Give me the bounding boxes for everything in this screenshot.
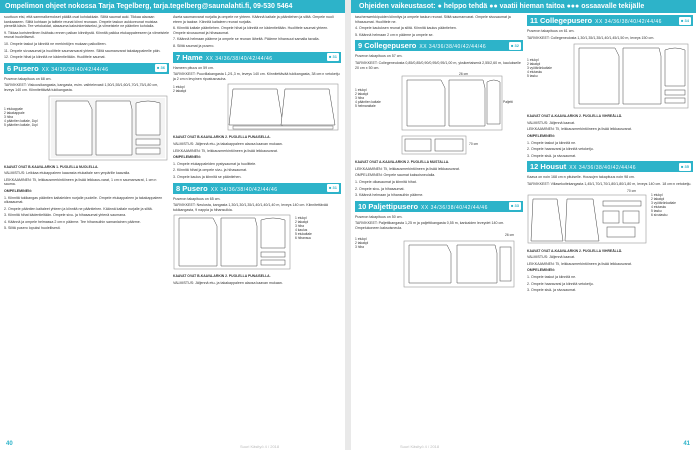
fabric-layout-svg xyxy=(173,214,291,270)
section-title: 10 Paljettipusero xyxy=(358,201,419,211)
section-title: 7 Hame xyxy=(176,52,203,62)
section-title: 8 Pusero xyxy=(176,183,208,193)
legend-item: 1 etukpl xyxy=(295,216,307,221)
page-ref-badge: ■ 31 xyxy=(329,185,337,190)
step: 3. Käännä helmaan ja hihansuihin päärme. xyxy=(355,193,424,198)
piece-shape xyxy=(409,245,451,283)
step: 5. Silitä pusero lopuksi huolellisesti. xyxy=(4,226,61,231)
pattern-layout-diagram xyxy=(355,72,523,158)
page-ref-badge: ■ 35 xyxy=(681,163,689,169)
step: 2. Kiinnitä hihat ja ompele sivu- ja hihasaumat. xyxy=(173,168,248,173)
piece-shape xyxy=(603,211,619,223)
pattern-layout-diagram xyxy=(173,214,341,272)
page-ref-badge: ■ 36 xyxy=(157,65,165,71)
step: 4. Ompele kauluksen reunat ja silitä. Kiinnitä kaulus pääntiehen. xyxy=(355,26,457,31)
column-4 xyxy=(527,15,693,433)
legend-item: 2 takakpl xyxy=(527,62,541,67)
size-code: XX 34/36/38/40/42/44/46 xyxy=(41,66,109,73)
section-heading-12 xyxy=(527,161,693,172)
right-footer-issue: Suuri Käsityö 4 / 2018 xyxy=(400,444,440,449)
dimension-label: 26 cm xyxy=(505,232,514,237)
piece-shape xyxy=(435,139,463,151)
fabric-layout-svg xyxy=(227,83,339,131)
piece-shape xyxy=(665,90,685,95)
left-page-number: 40 xyxy=(6,441,13,447)
legend-item: 3 hiha xyxy=(355,244,364,249)
steps-heading: OMPELEMINEN: xyxy=(173,155,201,160)
step: VALMISTUS: Jäljennä kaavat. xyxy=(527,255,576,260)
page-gutter xyxy=(345,0,351,450)
legend-item: 3 hiha xyxy=(295,224,304,229)
piece-shape xyxy=(136,148,160,154)
step: 2. Ompele pääntien kaitaleet yhteen ja kiinnitä ne pääntiehen. Käännä kaitale nurjalle ja silitä. xyxy=(4,206,153,211)
step: 2. Ompele haaravarsi ja kiinnitä vetoketju. xyxy=(527,147,594,152)
piece-shape xyxy=(623,211,639,223)
legend-item: 5 tasku xyxy=(651,208,662,213)
piece-shape xyxy=(179,218,217,266)
step: 2. Ompele haaravarsi ja kiinnitä vetoketju. xyxy=(527,281,594,286)
step: 5. Käännä helmaan 2 cm:n päärme ja ompele se. xyxy=(355,32,434,37)
step: 1. Ompele taskut ja kiinnitä ne. xyxy=(527,140,577,145)
step: 2. Ompele sivu- ja hihasaumat. xyxy=(355,186,405,191)
dimension-label: 70 cm xyxy=(627,188,636,193)
page-ref-badge: ■ 31 xyxy=(329,54,337,60)
step: 9. Tikkaa koristeellinen lisähaku ennen paikan kiinnitystä. Kiinnitä paikka etukappaleeseen ja viimeistele reunat huolellisesti. xyxy=(4,30,169,40)
pattern-caption: KAAVAT OVAT A-KAAVA-ARKIN 2. PUOLELLA VIHREÄLLÄ. xyxy=(527,248,623,253)
dimension-label: 26 cm xyxy=(459,72,468,77)
diagram-legend xyxy=(355,88,397,108)
step: 3. Ompele sisä- ja sivusaumat. xyxy=(527,288,577,293)
section-heading-7 xyxy=(173,52,341,63)
diagram-legend xyxy=(4,107,44,127)
pattern-layout-diagram xyxy=(4,95,169,163)
pattern-caption: KAAVAT OVAT A-KAAVA-ARKIN 2. PUOLELLA MUSTALLA. xyxy=(355,160,450,165)
material-text: TARVIKKEET: Paljettikangasta 1,25 m ja paljettikangasta 0,55 m, kankaiden leveydet 140 cm. Ompelukoneen kaksoisneula. xyxy=(355,221,505,230)
pattern-caption: KAAVAT OVAT A-KAAVA-ARKIN 2. PUOLELLA VIHREÄLLÄ. xyxy=(527,114,623,119)
diagram-legend xyxy=(355,237,399,249)
body-text: taschenwerkkipuiden kiinnitys ja ompele taskun reunat. Silitä saumanvarat. Ompele sivusaumat ja hihasaumat. Huolittele ne. xyxy=(355,15,511,24)
step: 6. Kiinnitä kaitale pääntiehen. Ompele hihat ja kiinnitä ne kädentieltään. Huolittele saumat yhteen. Ompele sivusaumat ja hihasaumat. xyxy=(173,26,329,35)
legend-item: 4 etutasku xyxy=(527,70,543,75)
step: VALMISTUS: Jäljennä kaavat. xyxy=(527,120,576,125)
piece-shape xyxy=(603,201,641,206)
legend-item: 2 takakappale xyxy=(4,110,25,115)
pattern-caption: KAAVAT OVAT B-KAAVA-ARKIN 2. PUOLELLA PUNAISELLA. xyxy=(173,135,271,140)
step: 1. Ompele taskut ja kiinnitä ne. xyxy=(527,274,577,279)
steps-heading: OMPELEMINEN: xyxy=(4,188,32,193)
step: 3. Ompele sisä- ja sivusaumat. xyxy=(527,153,577,158)
left-footer-issue: Suuri Käsityö 4 / 2018 xyxy=(240,444,280,449)
size-code: XX 34/36/38/40/42/44/46 xyxy=(419,44,487,51)
page-ref-badge: ■ 33 xyxy=(511,203,519,209)
piece-shape xyxy=(665,48,685,86)
step: LEIKKAAMINEN: Tii, leikkausmerkintöineen ja lisää leikkausvarat. xyxy=(355,166,460,171)
section-title: 9 Collegepusero xyxy=(358,41,417,51)
step: 1. Ompele olkasaumat ja kiinnitä hihat. xyxy=(355,179,417,184)
section-heading-10 xyxy=(355,201,523,212)
piece-shape xyxy=(449,80,485,126)
column-2 xyxy=(173,15,341,433)
legend-item: 1 etukpl xyxy=(527,58,539,63)
left-page-header: Ompelimon ohjeet nokossa Tarja Tegelberg, tarja.tegelberg@saunalahti.fi, 09-530 5464 xyxy=(0,0,345,13)
step: LEIKKAAMINEN: Tii, leikkausmerkintöineen ja lisää leikkausvarat. xyxy=(527,127,632,132)
section-heading-11 xyxy=(527,15,693,26)
steps-heading: OMPELEMINEN: xyxy=(527,133,555,138)
legend-item: 6 sivutasku xyxy=(651,212,668,217)
piece-shape xyxy=(405,139,431,151)
legend-item: 2 takakpl xyxy=(173,89,187,94)
legend-item: 1 etukpl xyxy=(173,85,185,90)
step: 3. Ompele kaulus ja kiinnitä se pääntiehen. xyxy=(173,174,242,179)
section-heading-8 xyxy=(173,183,341,194)
step: 4. Käännä ja ompele helmassa 2 cm:n päärme. Tee hihansuihin samanlainen päärme. xyxy=(4,219,141,224)
legend-item: 4 pääntien kaitale, 1kpl xyxy=(4,118,38,123)
legend-item: 2 takakpl xyxy=(651,196,665,201)
dimension-label: 70 cm xyxy=(469,142,478,147)
pattern-caption: KAAVAT OVAT B-KAAVA-ARKIN 2. PUOLELLA PUNAISELLA. xyxy=(173,274,271,279)
material-text: TARVIKKEET: Neulosta, kangasta 1,30/1,30/1,35/1,40/1,40/1,40 m, leveys 140 cm. Kiinnitettävää tukikangasta, 9 nappia ja hihansulkia. xyxy=(173,203,328,212)
fabric-layout-svg xyxy=(48,95,168,161)
material-text: TARVIKKEET: Villasekoitekangasta 1,45/1,70/1,70/1,80/1,80/1,80 m, leveys 140 cm. 18 cm:n vetoketju. xyxy=(527,181,692,186)
legend-item: 3 hiha xyxy=(355,96,364,101)
sizes-text: Puseron takapituus on 61 cm. xyxy=(527,29,575,33)
pattern-layout-diagram xyxy=(527,189,693,247)
size-code: XX 34/36/38/40/42/44/46 xyxy=(421,204,488,211)
section-title: 12 Housut xyxy=(530,162,567,172)
piece-shape xyxy=(96,101,132,155)
fabric-layout-svg xyxy=(401,72,521,156)
piece-shape xyxy=(457,245,497,283)
section-heading-6 xyxy=(4,63,169,74)
size-code: XX 34/36/38/40/42/44/46 xyxy=(210,186,278,193)
step: 8. Silitä saumat ja pusero. xyxy=(173,43,215,48)
sizes-text: Kaava on noin 168 cm:n pituiselle. Housujen takapituus noin 98 cm. xyxy=(527,175,635,180)
steps-heading: OMPELEMINEN: xyxy=(527,268,555,273)
material-text: TARVIKKEET: Collegeneulosta 0,85/0,85/0,90/0,95/0,95/1,00 m, yksikertaisenä 2,55/2,60 m, kaulukselle 20 cm x 50 cm. xyxy=(355,60,521,70)
legend-item: 2 takakpl xyxy=(355,92,369,97)
step: 12. Ompele hihat ja kiinnitä ne kädentieltään. Huolittele saumat. xyxy=(4,55,106,60)
right-page-number: 41 xyxy=(683,441,690,447)
piece-shape xyxy=(487,80,500,124)
step: 10. Ompele taskut ja kiinnitä ne merkintöjen mukaan paikoilleen. xyxy=(4,41,107,46)
piece-shape xyxy=(229,89,283,125)
legend-item: 4 kaulus xyxy=(295,228,308,233)
body-text: Aseta saumanvarat nurjalta ja ompele ne yhteen. Käännä kaitale ja pääntiehen ja silitä. Ompele nuoli eteen ja taakse. Kiinnitä kaitaleen reunat nurjalta. xyxy=(173,15,334,24)
step: LEIKKAAMINEN: Tii, leikkausmerkintöineen ja lisää leikkaus-varat, 1 cm:n saumanvarat, 1 cm:n sauma. xyxy=(4,177,157,187)
piece-shape xyxy=(261,218,285,248)
diagram-legend xyxy=(173,85,223,93)
pattern-layout-diagram xyxy=(173,83,341,133)
column-3 xyxy=(355,15,523,433)
piece-shape xyxy=(565,199,599,241)
legend-item: 6 hihansuu xyxy=(295,236,312,241)
piece-shape xyxy=(407,80,445,126)
legend-item: 3 vyötärönkaitale xyxy=(527,66,552,71)
legend-item: 3 hiha xyxy=(4,114,13,119)
material-text: TARVIKKEET: Puuvillakangasta 1,2/1,3 m, leveys 140 cm. Kiinnitettävää tukikangasta, 38 cm:n vetoketju ja 2 cm:n levyinen ripustusnauha. xyxy=(173,72,340,81)
step: OMPELEMINEN: Ompele saumat kaksoisneulalla. xyxy=(355,173,436,178)
step: 7. Käännä helmaan päärme ja ompele se reunan läheltä. Päärme hihansuut samalla tavalla. xyxy=(173,37,320,42)
size-code: XX 34/36/38/40/42/44/46 xyxy=(205,55,273,62)
piece-shape xyxy=(56,101,92,155)
size-code: XX 34/36/38/40/42/44/46 xyxy=(569,165,637,172)
legend-item: 5 pääntien kaitale, 1kpl xyxy=(4,122,38,127)
piece-shape xyxy=(233,126,333,129)
legend-item: 1 etukpl xyxy=(651,192,663,197)
step: 11. Ompele sivusaumat ja huolittele saumanvarat yhteen. Silitä saumanvarat takakappaleelle päin. xyxy=(4,48,161,53)
piece-shape xyxy=(281,89,335,125)
dimension-label: Paljetti xyxy=(503,100,513,105)
legend-item: 1 etukpl xyxy=(355,88,367,93)
legend-item: 5 etukaitale xyxy=(295,232,312,237)
diagram-legend xyxy=(295,216,339,240)
material-text: TARVIKKEET: Viskoosikangasta, kangasta, esim. vaihtelevasti 1,50/1,55/1,60/1,70/1,75/1,80 cm, leveys 140 cm. Kiinnitettävää tukikangasta. xyxy=(4,83,159,92)
pattern-caption: KAAVAT OVAT B-KAAVA-ARKIN 1. PUOLELLA NUOLELLA. xyxy=(4,164,99,169)
piece-shape xyxy=(579,48,619,104)
legend-item: 1 etukappale xyxy=(4,106,23,111)
piece-shape xyxy=(136,139,160,145)
pattern-layout-diagram xyxy=(355,233,523,291)
legend-item: 4 pääntien kaitale xyxy=(355,100,381,105)
step: VALMISTUS: Leikkaa etukappaleen kaavasta etukaitale sen ympärille kaavalla. xyxy=(4,171,131,176)
piece-shape xyxy=(607,227,635,237)
size-code: XX 34/36/38/40/42/44/46 xyxy=(595,19,662,25)
legend-item: 5 helmaraitale xyxy=(355,104,376,109)
section-heading-9 xyxy=(355,40,523,51)
section-title: 11 Collegepusero xyxy=(530,16,593,25)
piece-shape xyxy=(136,101,160,135)
piece-shape xyxy=(221,218,257,266)
piece-shape xyxy=(623,48,661,104)
sizes-text: Puseron takapituus on 65 cm. xyxy=(173,196,221,201)
fabric-layout-svg xyxy=(573,42,691,110)
step: VALMISTUS: Jäljennä etu- ja takakappaleen alaosa kaavan mukaan. xyxy=(173,280,283,285)
step: 3. Kiinnitä hihat kädentieltään. Ompele sivu- ja hihasaumat yhtenä saumana. xyxy=(4,213,127,218)
sizes-text: Puseron takapituus on 50 cm. xyxy=(355,214,403,219)
step: LEIKKAAMINEN: Tii, leikkausmerkintöineen ja lisää leikkausvarat. xyxy=(527,261,632,266)
step: 1. Ompele etukappaleiden pystysaumat ja huolittele. xyxy=(173,161,257,166)
piece-shape xyxy=(500,247,511,281)
column-1 xyxy=(4,15,169,433)
fabric-layout-svg xyxy=(527,189,649,245)
legend-item: 3 vyötärönkaitale xyxy=(651,200,676,205)
diagram-legend xyxy=(527,58,569,78)
piece-shape xyxy=(665,98,685,103)
page-ref-badge: ■ 32 xyxy=(511,42,519,48)
legend-item: 2 takakpl xyxy=(355,240,369,245)
material-text: TARVIKKEET: Collegeneulosta 1,30/1,35/1,35/1,40/1,45/1,50 m, leveys 150 cm. xyxy=(527,35,655,40)
page-ref-badge: ■ 34 xyxy=(681,17,689,23)
legend-item: 5 tasku xyxy=(527,74,538,79)
sizes-text: Hameen pituus on 59 cm. xyxy=(173,65,214,70)
sizes-text: Puseron takapituus on 57 cm. xyxy=(355,54,403,59)
step: 1. Kiinnitä tukikangas pääntien kaitaleiden nurjalle puolelle. Ompele etukappaleen ja takakappaleen olkasaumat. xyxy=(4,195,163,205)
body-text: suuttuun etsi, että sammalkerrokset päällä ovat kohdakkain. Silitä saumat auki. Tikkaa alaosan kankaaseen. Silitä kohtaan ja taittele reunat kiinni reunaan. Ompele taskun aukkoreunat muistaa pienellä käsin. Tee vetokaidat, alasauma kaksinkertaiseksi, ja viimeistele ne pääntien kohdalla. xyxy=(4,15,158,29)
pattern-layout-diagram xyxy=(527,42,693,112)
fabric-layout-svg xyxy=(403,233,519,289)
piece-shape xyxy=(261,260,285,265)
right-page-header: Ohjeiden vaikeustasot: ● helppo tehdä ●● vaatii hieman taitoa ●●● ossaavalle tekijälle xyxy=(351,0,696,13)
diagram-legend xyxy=(651,193,691,217)
sizes-text: Puseron takapituus on 68 cm. xyxy=(4,76,52,81)
section-title: 6 Pusero xyxy=(7,63,39,73)
legend-item: 2 takakpl xyxy=(295,220,309,225)
step: VALMISTUS: Jäljennä etu- ja takakappaleen alaosa kaavan mukaan. xyxy=(173,141,283,146)
piece-shape xyxy=(261,252,285,257)
step: LEIKKAAMINEN: Tii, leikkausmerkintöineen ja lisää leikkausvarat. xyxy=(173,148,278,153)
legend-item: 4 etutasku xyxy=(651,204,667,209)
legend-item: 1 etukpl xyxy=(355,236,367,241)
